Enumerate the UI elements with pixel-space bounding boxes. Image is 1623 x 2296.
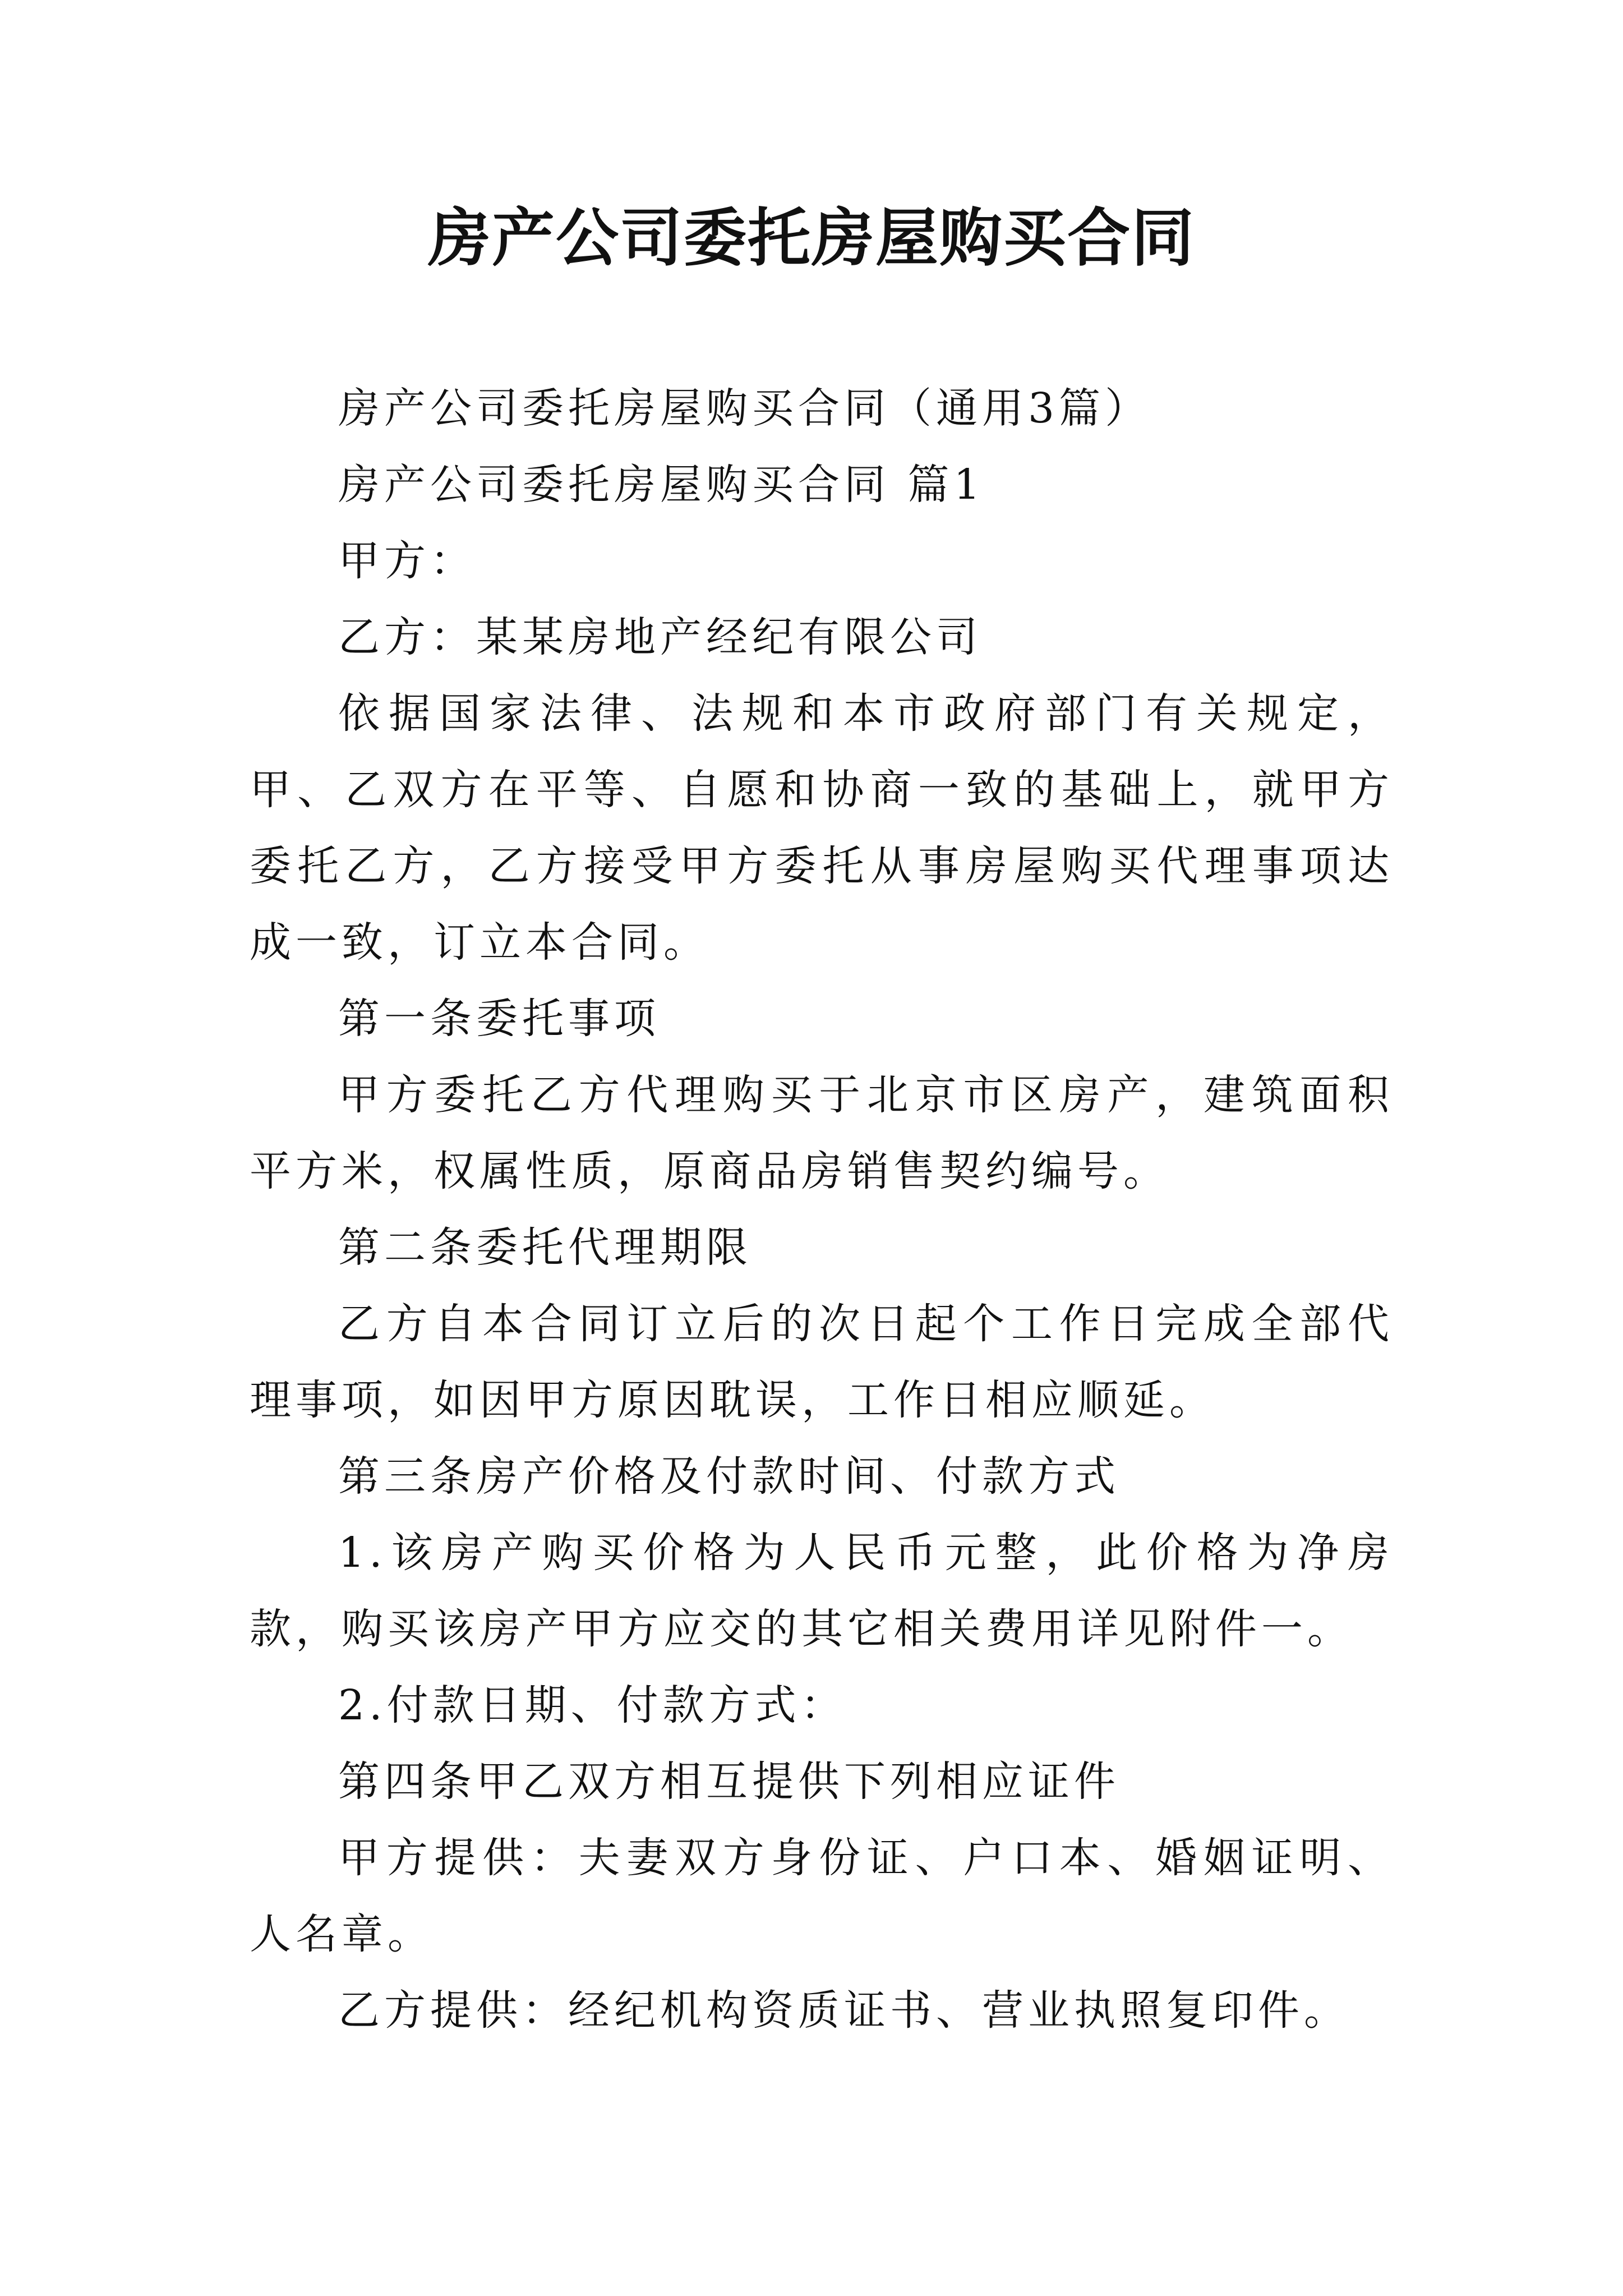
- paragraph-article-2-body: 乙方自本合同订立后的次日起个工作日完成全部代理事项，如因甲方原因耽误，工作日相应顺延。: [250, 1300, 1394, 1424]
- paragraph-party-a: 甲方：: [338, 537, 476, 585]
- paragraph-article-3-heading: 第三条房产价格及付款时间、付款方式: [338, 1452, 1120, 1501]
- paragraph-article-4-heading: 第四条甲乙双方相互提供下列相应证件: [338, 1757, 1120, 1806]
- paragraph-article-3-item-2: 2.付款日期、付款方式：: [338, 1681, 847, 1729]
- paragraph-article-1-heading: 第一条委托事项: [338, 995, 660, 1043]
- paragraph-subtitle: 房产公司委托房屋购买合同（通用3篇）: [338, 384, 1151, 432]
- paragraph-article-3-item-1: 1.该房产购买价格为人民币元整，此价格为净房款，购买该房产甲方应交的其它相关费用详见附件一。: [250, 1529, 1394, 1653]
- paragraph-article-4-party-b: 乙方提供：经纪机构资质证书、营业执照复印件。: [338, 1986, 1350, 2035]
- document-title: 房产公司委托房屋购买合同: [428, 201, 1195, 275]
- paragraph-article-1-body: 甲方委托乙方代理购买于北京市区房产，建筑面积平方米，权属性质，原商品房销售契约编号。: [250, 1071, 1394, 1195]
- paragraph-article-2-heading: 第二条委托代理期限: [338, 1223, 752, 1272]
- paragraph-article-4-party-a: 甲方提供：夫妻双方身份证、户口本、婚姻证明、人名章。: [250, 1834, 1394, 1958]
- paragraph-party-b: 乙方：某某房地产经纪有限公司: [338, 613, 982, 661]
- paragraph-preamble: 依据国家法律、法规和本市政府部门有关规定，甲、乙双方在平等、自愿和协商一致的基础上，就甲方委托乙方，乙方接受甲方委托从事房屋购买代理事项达成一致，订立本合同。: [250, 689, 1394, 967]
- document-body: [250, 370, 1394, 2049]
- paragraph-section-heading: 房产公司委托房屋购买合同 篇1: [338, 461, 985, 509]
